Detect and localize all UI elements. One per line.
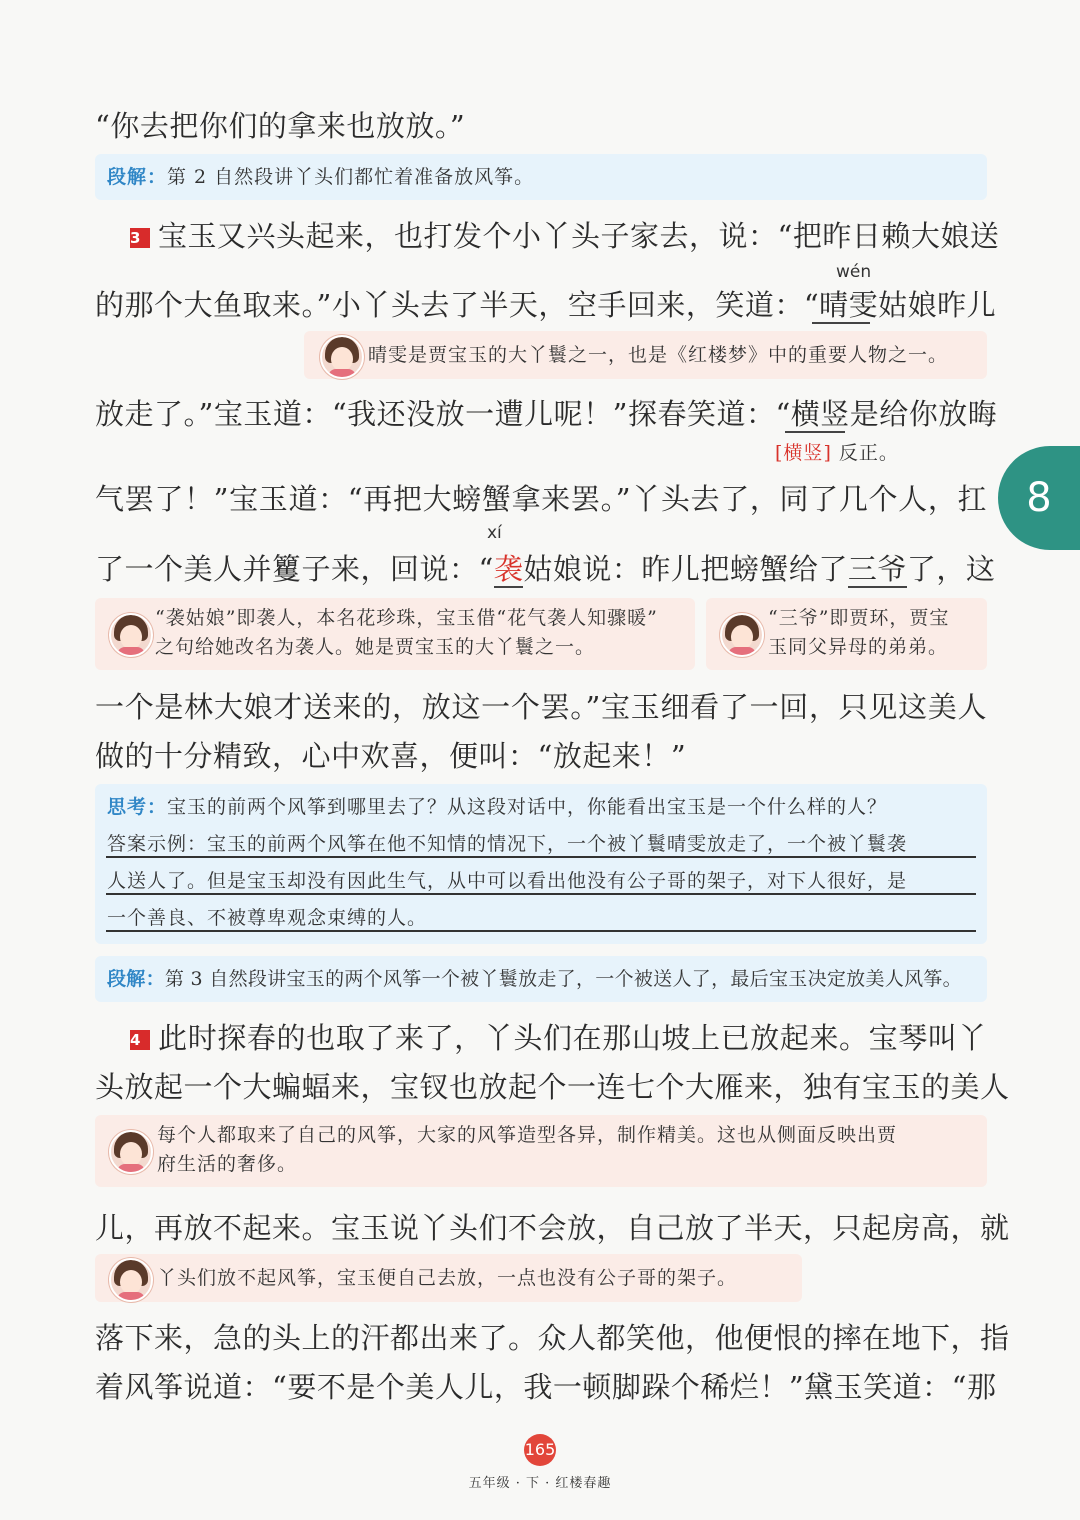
- avatar-icon: [109, 1130, 153, 1174]
- answer-rule-2: [106, 893, 976, 895]
- think-answer-1: 答案示例：宝玉的前两个风筝在他不知情的情况下，一个被丫鬟晴雯放走了，一个被丫鬟袭: [107, 833, 908, 855]
- think-answer-2: 人送人了。但是宝玉却没有因此生气，从中可以看出他没有公子哥的架子，对下人很好，是: [107, 870, 908, 892]
- pinyin-wen: wén: [836, 262, 872, 282]
- think-label: 思考：: [107, 796, 168, 818]
- text-line-10: 4 此时探春的也取了来了，丫头们在那山坡上已放起来。宝琴叫丫: [130, 1021, 987, 1055]
- note-self-fly: 丫头们放不起风筝，宝玉便自己去放，一点也没有公子哥的架子。: [95, 1254, 802, 1302]
- underline-hengshu: [785, 431, 845, 433]
- chapter-tab: 8: [998, 446, 1080, 550]
- avatar-icon: [109, 613, 153, 657]
- think-question: 宝玉的前两个风筝到哪里去了？从这段对话中，你能看出宝玉是一个什么样的人？: [167, 796, 888, 818]
- avatar-icon: [720, 613, 764, 657]
- note-sanye: “三爷”即贾环，贾宝 玉同父异母的弟弟。: [706, 598, 987, 670]
- avatar-icon: [109, 1258, 153, 1302]
- text-line-3: 3 宝玉又兴头起来，也打发个小丫头子家去，说：“把昨日赖大娘送: [130, 219, 1000, 253]
- note-xiren: “袭姑娘”即袭人，本名花珍珠，宝玉借“花气袭人知骤暖” 之句给她改名为袭人。她是贾宝玉的大丫鬟之一。: [95, 598, 695, 670]
- highlight-sanye: 三爷: [847, 552, 907, 586]
- text-line-11: 头放起一个大蝙蝠来，宝钗也放起个一连七个大雁来，独有宝玉的美人: [95, 1070, 1010, 1104]
- text-line-9: 做的十分精致，心中欢喜，便叫：“放起来！”: [95, 739, 687, 773]
- page-number: 165: [524, 1434, 556, 1466]
- note-qingwen: 晴雯是贾宝玉的大丫鬟之一，也是《红楼梦》中的重要人物之一。: [304, 331, 987, 379]
- text-line-14: 着风筝说道：“要不是个美人儿，我一顿脚跺个稀烂！”黛玉笑道：“那: [95, 1370, 997, 1404]
- answer-rule-1: [106, 856, 976, 858]
- underline-qingwen: [812, 322, 870, 324]
- avatar-icon: [320, 335, 364, 379]
- text-line-1: “你去把你们的拿来也放放。”: [95, 109, 466, 143]
- text-line-13: 落下来，急的头上的汗都出来了。众人都笑他，他便恨的摔在地下，指: [95, 1321, 1010, 1355]
- text-line-12: 儿，再放不起来。宝玉说丫头们不会放，自己放了半天，只起房高，就: [95, 1211, 1010, 1245]
- page-footer: 五年级 · 下 · 红楼春趣: [468, 1476, 612, 1491]
- segment-label: 段解：: [107, 968, 165, 990]
- segment-text: 第 2 自然段讲丫头们都忙着准备放风筝。: [167, 166, 535, 188]
- segment-note-3: [95, 956, 987, 1002]
- highlight-xi: 袭: [493, 552, 524, 586]
- gloss-hengshu: [横竖] 反正。: [775, 442, 899, 464]
- text-line-6: 气罢了！”宝玉道：“再把大螃蟹拿来罢。”丫头去了，同了几个人，扛: [95, 482, 987, 516]
- text-line-5: 放走了。”宝玉道：“我还没放一遭儿呢！”探春笑道：“横竖是给你放晦: [95, 397, 998, 431]
- think-answer-3: 一个善良、不被尊卑观念束缚的人。: [107, 907, 428, 929]
- pinyin-xi: xí: [487, 523, 502, 543]
- answer-rule-3: [106, 930, 976, 932]
- note-luxury: 每个人都取来了自己的风筝，大家的风筝造型各异，制作精美。这也从侧面反映出贾 府生活的奢侈。: [95, 1115, 987, 1187]
- think-box: [95, 784, 987, 944]
- paragraph-number-4: 4: [130, 1030, 150, 1050]
- segment-text: 第 3 自然段讲宝玉的两个风筝一个被丫鬟放走了，一个被送人了，最后宝玉决定放美人风筝。: [164, 968, 962, 990]
- segment-label: 段解：: [107, 166, 168, 188]
- text-line-4: 的那个大鱼取来。”小丫头去了半天，空手回来，笑道：“晴雯姑娘昨儿: [95, 288, 997, 322]
- text-line-8: 一个是林大娘才送来的，放这一个罢。”宝玉细看了一回，只见这美人: [95, 690, 987, 724]
- segment-note-1: [95, 154, 987, 200]
- paragraph-number-3: 3: [130, 228, 150, 248]
- text-line-7: 了一个美人并籰子来，回说：“袭姑娘说：昨儿把螃蟹给了三爷了，这: [95, 552, 996, 586]
